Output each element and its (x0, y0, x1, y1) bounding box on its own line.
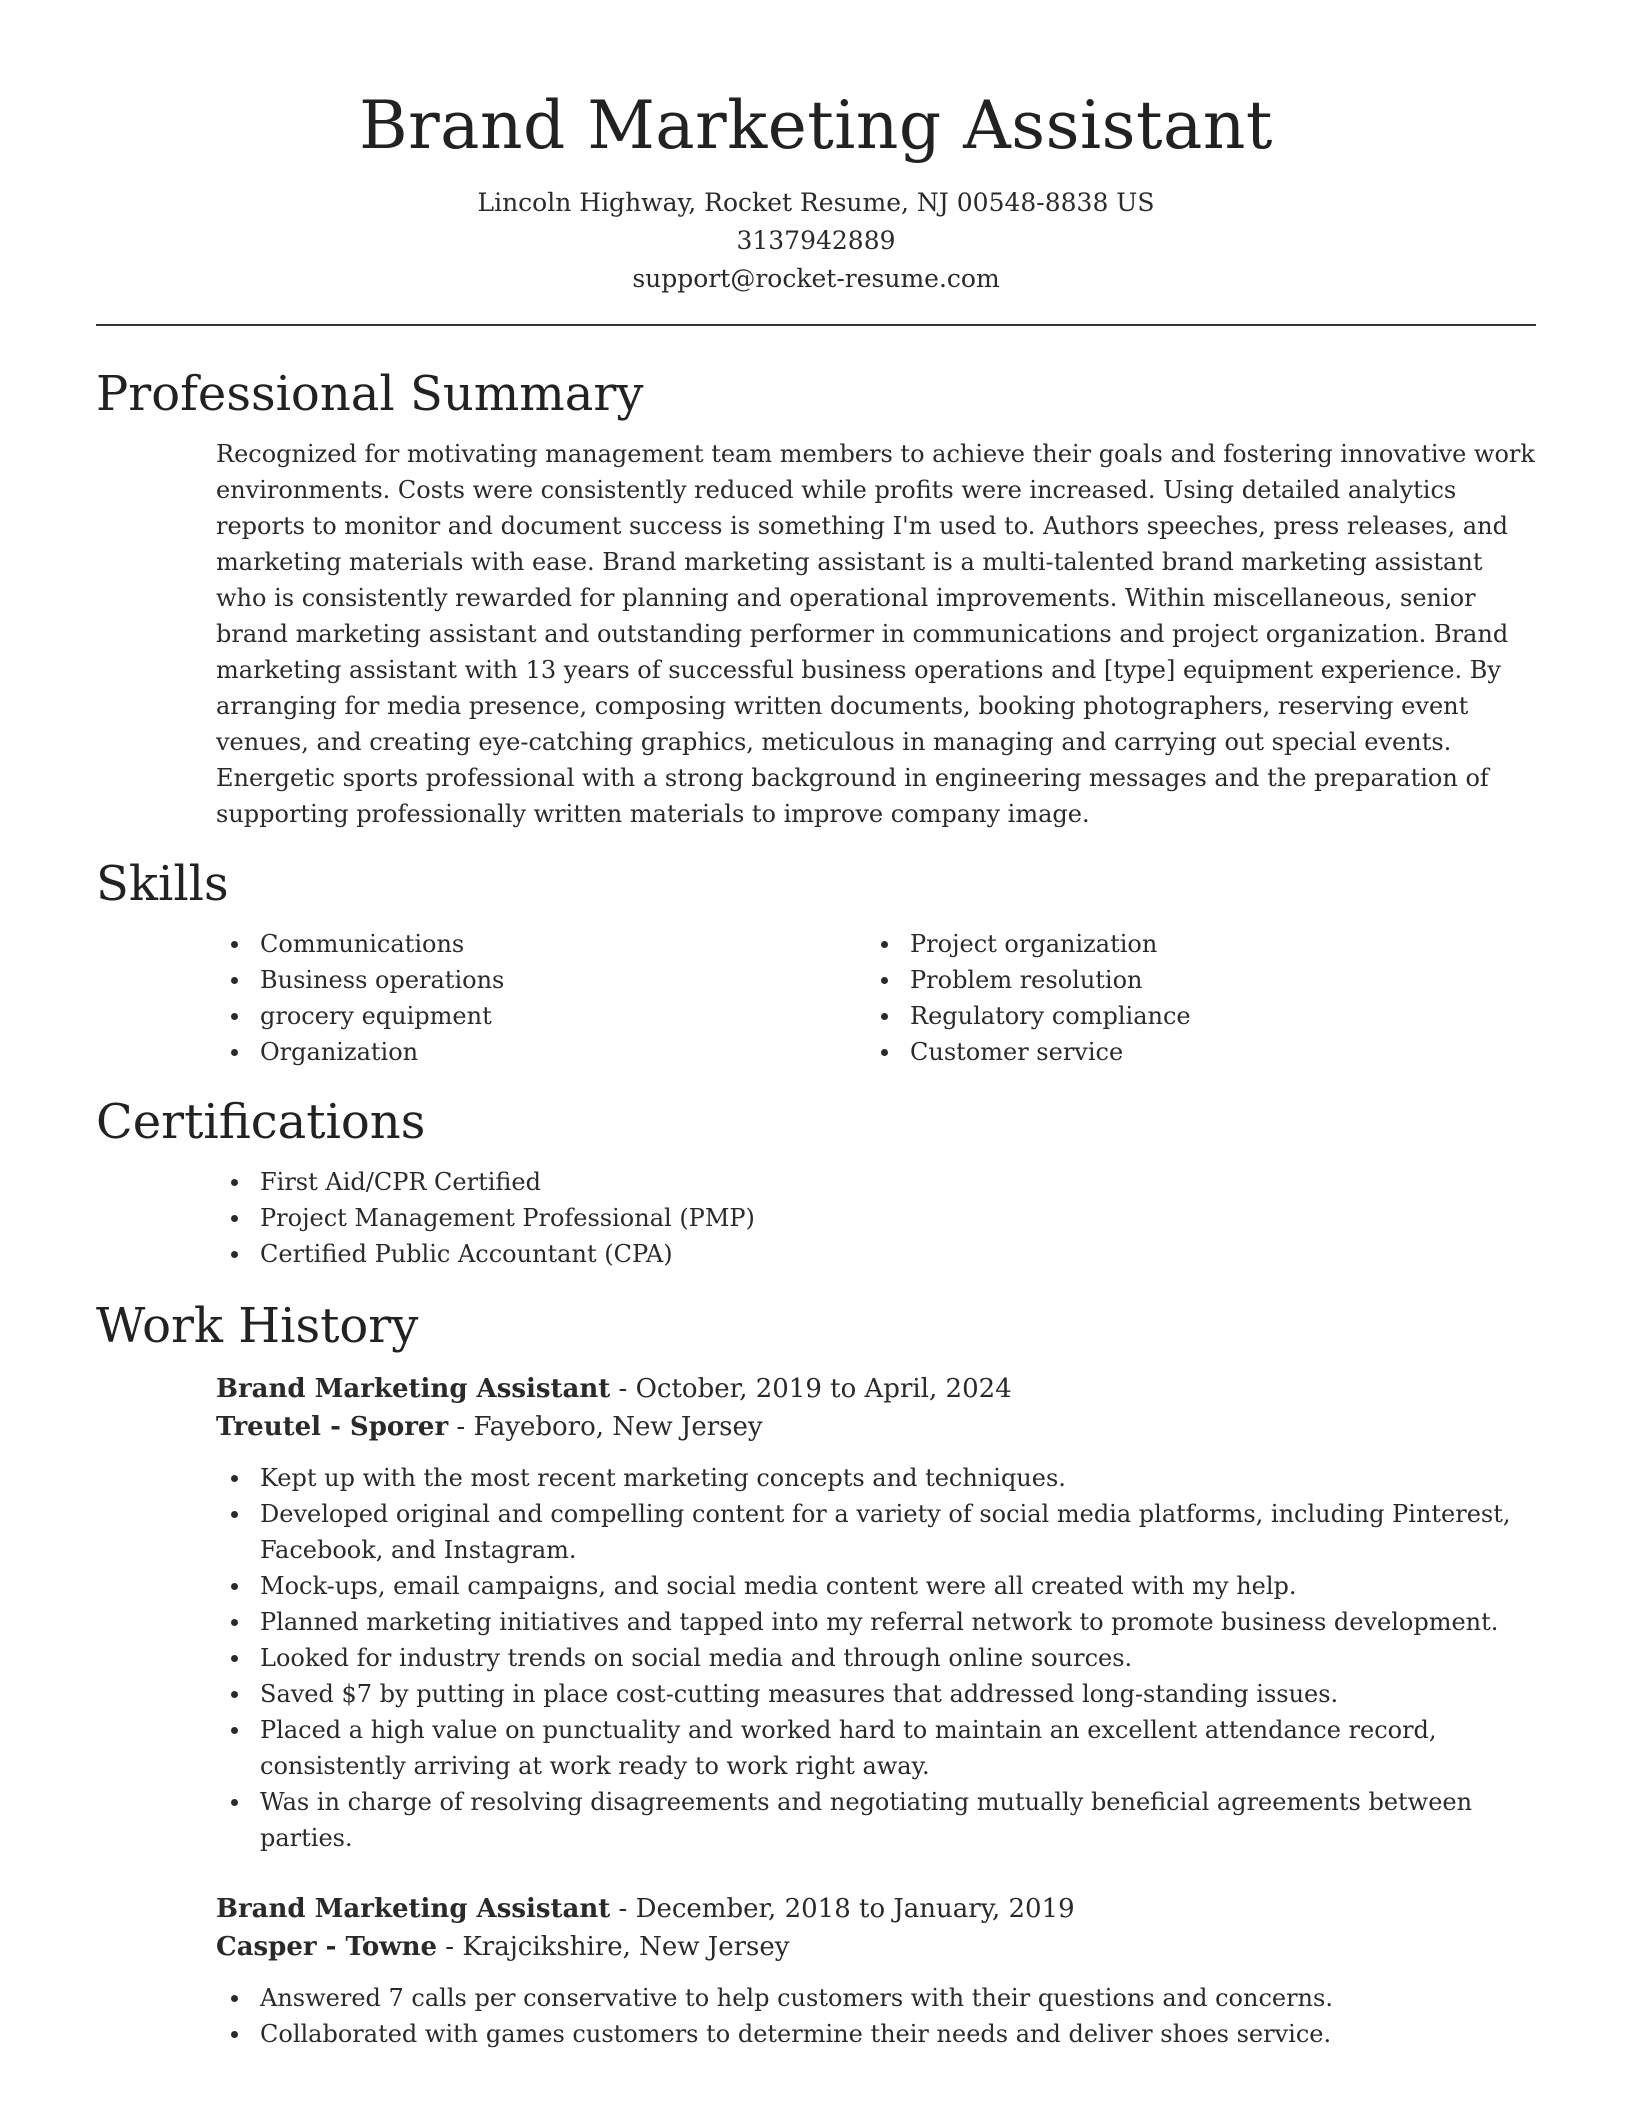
job-title-line (216, 1890, 1536, 1928)
certifications-list (216, 1164, 1536, 1272)
job-company-line (216, 1408, 1536, 1446)
resume-header (96, 0, 1536, 298)
section-title-certifications: Certifications (96, 1094, 426, 1150)
job-dates: - December, 2018 to January, 2019 (610, 1894, 1075, 1924)
job-company: Treutel - Sporer (216, 1412, 449, 1442)
skill-item: Communications (216, 926, 866, 962)
section-title-summary: Professional Summary (96, 366, 644, 422)
candidate-name: Brand Marketing Assistant (359, 87, 1273, 164)
skill-item: grocery equipment (216, 998, 866, 1034)
section-title-work-history: Work History (96, 1298, 419, 1354)
section-title-skills: Skills (96, 856, 229, 912)
job-duty: Kept up with the most recent marketing concepts and techniques. (216, 1460, 1536, 1496)
skill-item: Organization (216, 1034, 866, 1070)
header-divider (96, 324, 1536, 326)
job-duty: Planned marketing initiatives and tapped into my referral network to promote business development. (216, 1604, 1536, 1640)
skills-section (96, 854, 1536, 1070)
certification-item: Certified Public Accountant (CPA) (216, 1236, 1536, 1272)
job-duty: Developed original and compelling content for a variety of social media platforms, including Pinterest, Facebook, and Instagram. (216, 1496, 1536, 1568)
job-role: Brand Marketing Assistant (216, 1894, 611, 1924)
professional-summary-section (96, 364, 1536, 832)
skill-item: Regulatory compliance (866, 998, 1516, 1034)
email: support@rocket-resume.com (632, 264, 1000, 293)
job-role: Brand Marketing Assistant (216, 1374, 611, 1404)
job-duty: Answered 7 calls per conservative to help customers with their questions and concerns. (216, 1980, 1536, 2016)
certification-item: First Aid/CPR Certified (216, 1164, 1536, 1200)
skills-columns (216, 926, 1536, 1070)
job-company-line (216, 1928, 1536, 1966)
job-duties-list (216, 1980, 1536, 2052)
skill-item: Business operations (216, 962, 866, 998)
certifications-section (96, 1092, 1536, 1272)
summary-text: Recognized for motivating management team members to achieve their goals and fostering innovative work environments. Costs were consistently reduced while profits were increased. Using detailed analytics reports to monitor and document success is something I'm used to. Authors speeches, press releases, and marketing materials with ease. Brand marketing assistant is a multi-talented brand marketing assistant who is consistently rewarded for planning and operational improvements. Within miscellaneous, senior brand marketing assistant and outstanding performer in communications and project organization. Brand marketing assistant with 13 years of successful business operations and [type] equipment experience. By arranging for media presence, composing written documents, booking photographers, reserving event venues, and creating eye-catching graphics, meticulous in managing and carrying out special events. Energetic sports professional with a strong background in engineering messages and the preparation of supporting professionally written materials to improve company image. (216, 440, 1535, 828)
job-duty: Saved $7 by putting in place cost-cutting measures that addressed long-standing issues. (216, 1676, 1536, 1712)
job-duty: Mock-ups, email campaigns, and social media content were all created with my help. (216, 1568, 1536, 1604)
job-duties-list (216, 1460, 1536, 1856)
phone: 3137942889 (736, 226, 896, 255)
certification-item: Project Management Professional (PMP) (216, 1200, 1536, 1236)
job-duty: Collaborated with games customers to determine their needs and deliver shoes service. (216, 2016, 1536, 2052)
address: Lincoln Highway, Rocket Resume, NJ 00548-8838 US (477, 188, 1155, 217)
skills-list-right (866, 926, 1516, 1070)
skill-item: Customer service (866, 1034, 1516, 1070)
job-duty: Was in charge of resolving disagreements and negotiating mutually beneficial agreements between parties. (216, 1784, 1536, 1856)
job-duty: Placed a high value on punctuality and worked hard to maintain an excellent attendance record, consistently arriving at work ready to work right away. (216, 1712, 1536, 1784)
skills-list-left (216, 926, 866, 1070)
skill-item: Problem resolution (866, 962, 1516, 998)
job-title-line (216, 1370, 1536, 1408)
skill-item: Project organization (866, 926, 1516, 962)
job-entry (216, 1890, 1536, 2052)
job-entry (216, 1370, 1536, 1856)
job-dates: - October, 2019 to April, 2024 (610, 1374, 1012, 1404)
contact-block (96, 184, 1536, 298)
work-history-section (96, 1296, 1536, 2052)
job-location: - Fayeboro, New Jersey (448, 1412, 763, 1442)
job-location: - Krajcikshire, New Jersey (437, 1932, 790, 1962)
job-company: Casper - Towne (216, 1932, 438, 1962)
job-duty: Looked for industry trends on social media and through online sources. (216, 1640, 1536, 1676)
